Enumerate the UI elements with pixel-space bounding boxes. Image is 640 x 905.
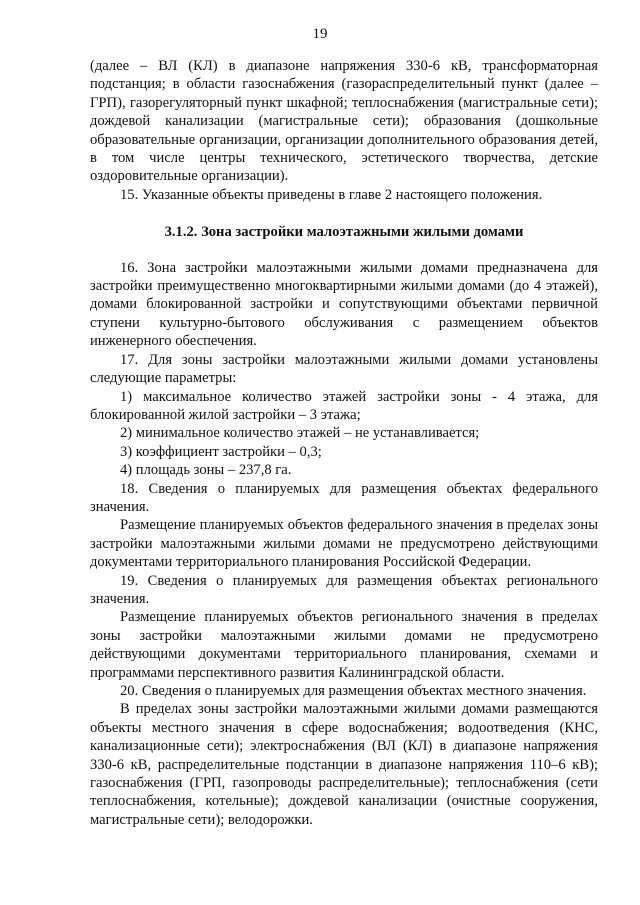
paragraph-20-text: В пределах зоны застройки малоэтажными жилыми домами размещаются объекты местного значения в сфере водоснабжения; водоотведения (КНС, канализационные сети); электроснабжения (ВЛ (КЛ) в диапазоне напряжения 330-6 кВ, распределительные подстанции в диапазоне напряжения 110–6 кВ); газоснабжения (ГРП, газопроводы распределительные); теплоснабжения (сети теплоснабжения, котельные); дождевой канализации (очистные сооружения, магистральные сети); велодорожки. <box>90 701 598 828</box>
paragraph-18: 18. Сведения о планируемых для размещения объектах федерального значения. <box>90 480 598 515</box>
parameter-item-4: 4) площадь зоны – 237,8 га. <box>120 462 292 479</box>
paragraph-20: 20. Сведения о планируемых для размещения объектах местного значения. <box>120 683 587 699</box>
paragraph-19: 19. Сведения о планируемых для размещения объектах регионального значения. <box>90 572 598 607</box>
paragraph-15: 15. Указанные объекты приведены в главе 2 настоящего положения. <box>120 186 543 203</box>
page-body <box>90 57 598 829</box>
paragraph-17: 17. Для зоны застройки малоэтажными жилыми домами установлены следующие параметры: <box>90 351 598 387</box>
parameter-item-3: 3) коэффициент застройки – 0,3; <box>120 443 322 460</box>
paragraph-continuation: (далее – ВЛ (КЛ) в диапазоне напряжения 330-6 кВ, трансформаторная подстанция; в области газоснабжения (газораспределительный пункт (далее – ГРП), газорегуляторный пункт шкафной; теплоснабжения (магистральные сети); дождевой канализации (магистральные сети); образования (дошкольные образовательные организации, организации дополнительного образования детей, в том числе центры технического, эстетического творчества, детские оздоровительные организации). <box>90 58 598 185</box>
paragraph-19-text: Размещение планируемых объектов регионального значения в пределах зоны застройки малоэтажными жилыми домами не предусмотрено действующими документами территориального планирования, схемами и программами перспективного развития Калининградской области. <box>90 609 598 681</box>
section-heading: 3.1.2. Зона застройки малоэтажными жилыми домами <box>164 224 524 241</box>
paragraph-18-text: Размещение планируемых объектов федерального значения в пределах зоны застройки малоэтажными жилыми домами не предусмотрено действующими документами территориального планирования Российской Федерации. <box>90 517 598 571</box>
parameter-item-2: 2) минимальное количество этажей – не устанавливается; <box>120 425 480 442</box>
parameter-item-1: 1) максимальное количество этажей застройки зоны - 4 этажа, для блокированной жилой застройки – 3 этажа; <box>90 388 598 423</box>
page-number: 19 <box>312 26 328 42</box>
paragraph-16: 16. Зона застройки малоэтажными жилыми домами предназначена для застройки преимущественно многоквартирными жилыми домами (до 4 этажей), домами блокированной застройки и сопутствующими объектами первичной ступени культурно-бытового обслуживания с размещением объектов инженерного обеспечения. <box>90 259 598 350</box>
